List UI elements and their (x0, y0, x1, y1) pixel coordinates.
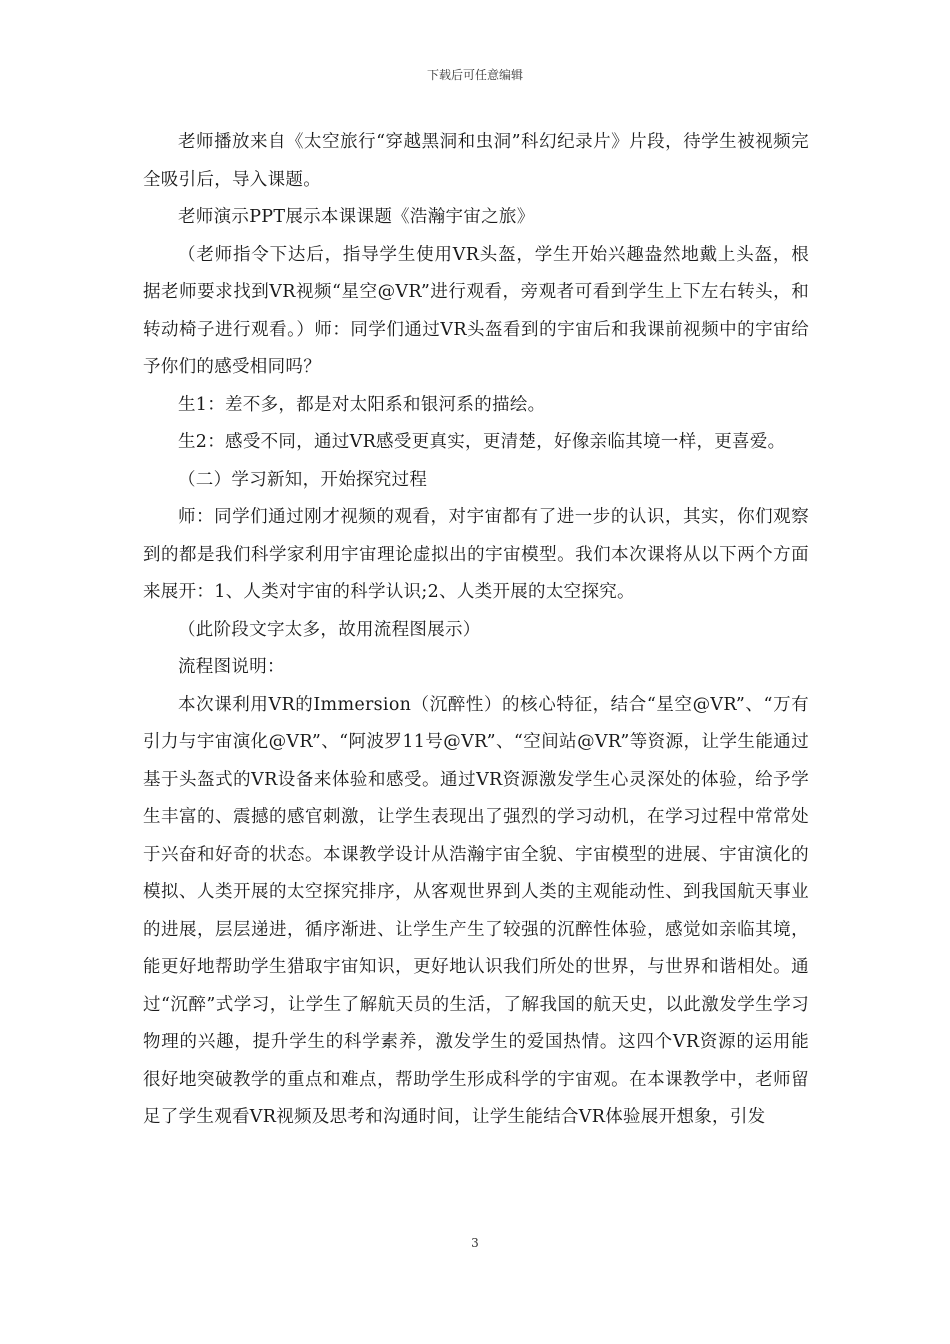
section-heading-new-knowledge: （二）学习新知，开始探究过程 (178, 469, 428, 490)
page-header: 下载后可任意编辑 (426, 68, 523, 82)
paragraph-flowchart-description: 本次课利用VR的Immersion（沉醉性）的核心特征，结合“星空@VR”、“万有引力与宇宙演化@VR”、“阿波罗11号@VR”、“空间站@VR”等资源，让学生能通过基于头盔式的VR设备来体验和感受。通过VR资源激发学生心灵深处的体验，给予学生丰富的、震撼的感官刺激，让学生表现出了强烈的学习动机，在学习过程中常常处于兴奋和好奇的状态。本课教学设计从浩瀚宇宙全貌、宇宙模型的进展、宇宙演化的模拟、人类开展的太空探究排序，从客观世界到人类的主观能动性、到我国航天事业的进展，层层递进，循序渐进、让学生产生了较强的沉醉性体验，感觉如亲临其境，能更好地帮助学生猎取宇宙知识，更好地认识我们所处的世界，与世界和谐相处。通过“沉醉”式学习，让学生了解航天员的生活，了解我国的航天史，以此激发学生学习物理的兴趣，提升学生的科学素养，激发学生的爱国热情。这四个VR资源的运用能很好地突破教学的重点和难点，帮助学生形成科学的宇宙观。在本课教学中，老师留足了学生观看VR视频及思考和沟通时间，让学生能结合VR体验展开想象，引发 (143, 694, 809, 1127)
paragraph-student-2: 生2：感受不同，通过VR感受更真实，更清楚，好像亲临其境一样，更喜爱。 (178, 432, 786, 452)
paragraph-student-1: 生1：差不多，都是对太阳系和银河系的描绘。 (178, 394, 546, 415)
paragraph-flowchart-note: （此阶段文字太多，故用流程图展示） (178, 619, 481, 640)
paragraph-ppt-title: 老师演示PPT展示本课课题《浩瀚宇宙之旅》 (178, 207, 535, 227)
paragraph-teacher-explanation: 师：同学们通过刚才视频的观看，对宇宙都有了进一步的认识，其实，你们观察到的都是我们科学家利用宇宙理论虚拟出的宇宙模型。我们本次课将从以下两个方面来展开：1、人类对宇宙的科学认识;2、人类开展的太空探究。 (143, 507, 809, 602)
paragraph-flowchart-label: 流程图说明： (178, 657, 285, 677)
page-number: 3 (471, 1236, 479, 1250)
paragraph-video-intro: 老师播放来自《太空旅行“穿越黑洞和虫洞”科幻纪录片》片段，待学生被视频完全吸引后，导入课题。 (143, 132, 809, 190)
document-body (143, 124, 809, 1137)
paragraph-vr-instruction: （老师指令下达后，指导学生使用VR头盔，学生开始兴趣盎然地戴上头盔，根据老师要求找到VR视频“星空@VR”进行观看，旁观者可看到学生上下左右转头，和转动椅子进行观看。）师：同学们通过VR头盔看到的宇宙后和我课前视频中的宇宙给予你们的感受相同吗？ (143, 244, 809, 377)
